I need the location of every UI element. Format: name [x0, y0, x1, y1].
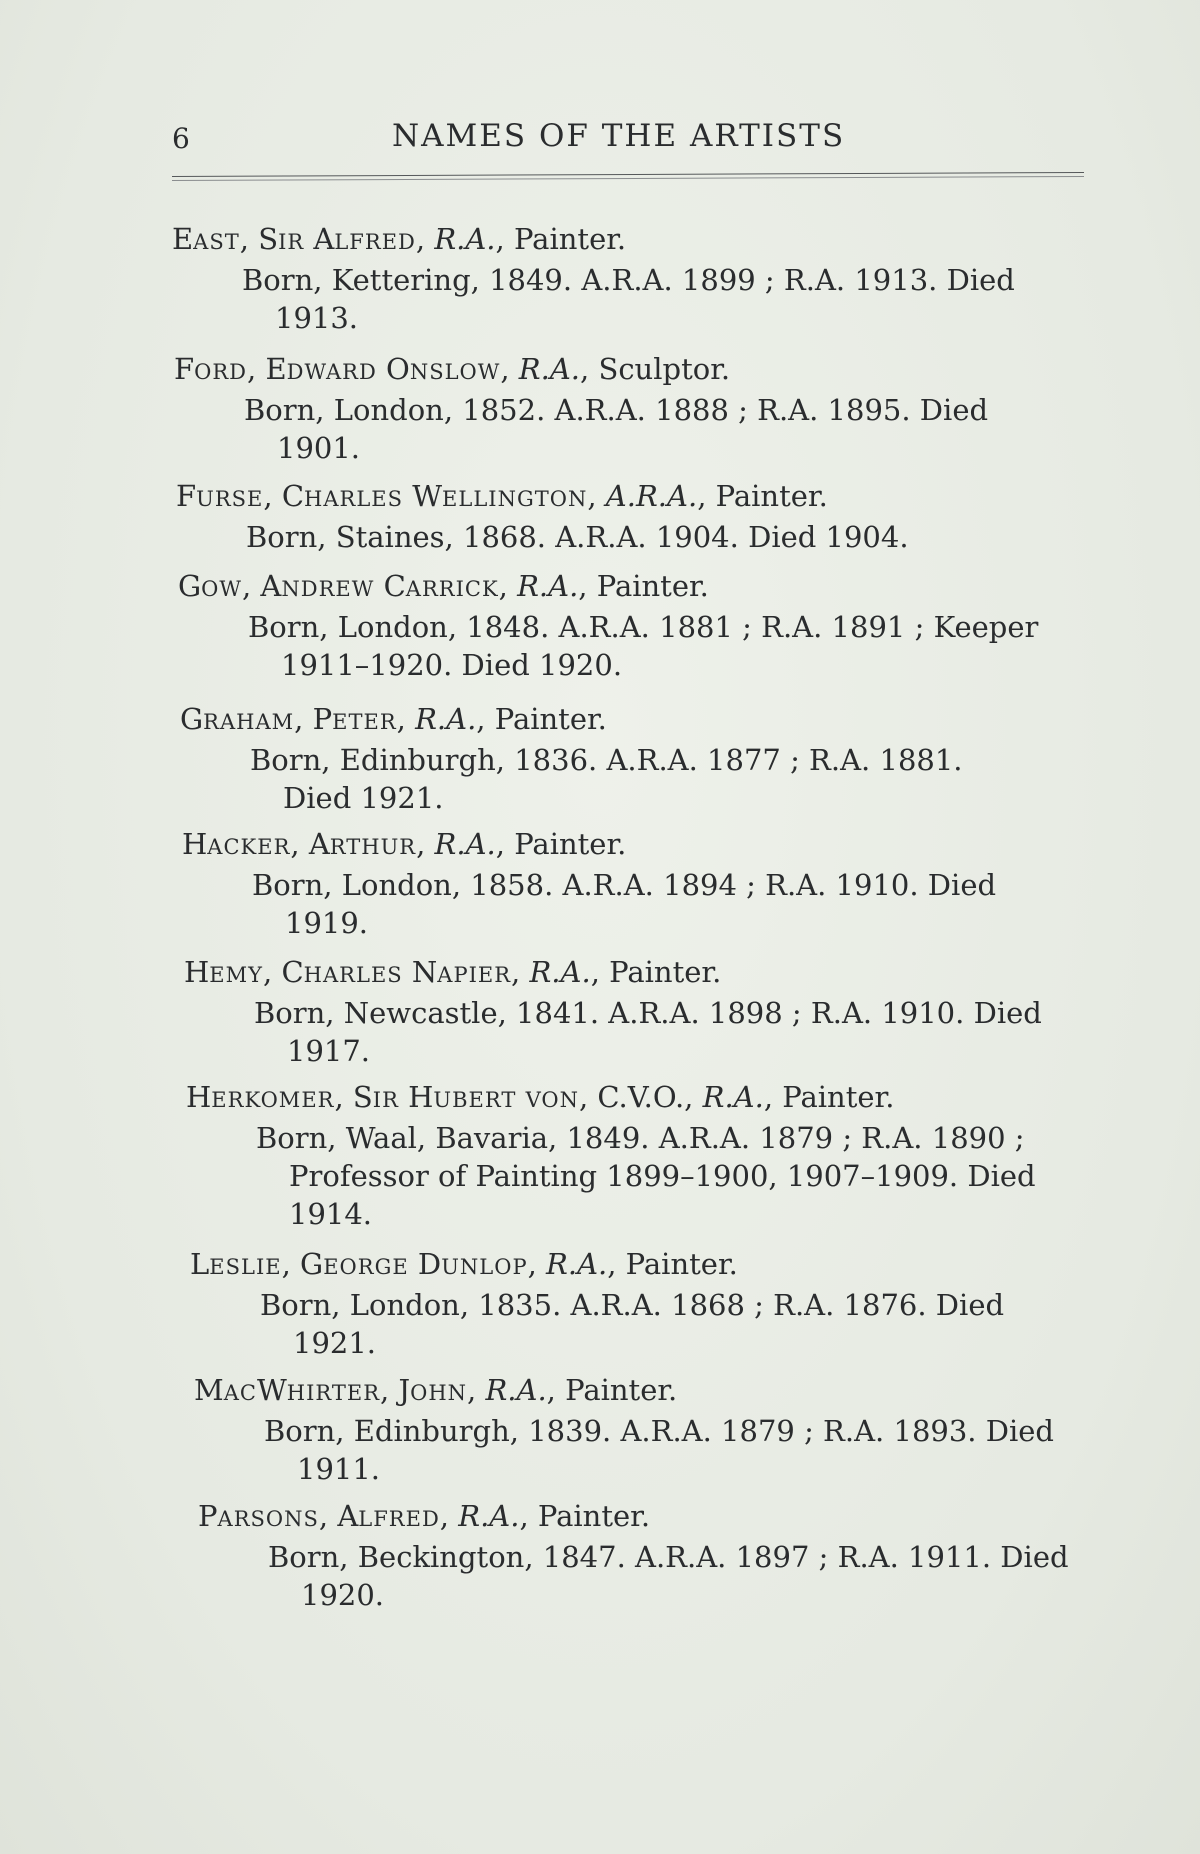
artist-entry-east	[172, 220, 1112, 337]
entry-line-2: 1901.	[277, 431, 361, 465]
entry-surname: FORD	[174, 352, 247, 386]
entry-role: Painter.	[514, 827, 627, 861]
entry-line-1: Born, Waal, Bavaria, 1849. A.R.A. 1879 ; R.A. 1890 ;	[256, 1121, 1025, 1155]
entry-surname: GRAHAM	[180, 702, 295, 736]
entry-honour: C.V.O.,	[597, 1080, 694, 1114]
entry-role: Painter.	[625, 1247, 738, 1281]
entry-given-name: ANDREW CARRICK	[260, 569, 499, 603]
entry-surname: LESLIE	[190, 1247, 282, 1281]
entry-heading: GRAHAM, PETER, R.A., Painter.	[180, 702, 607, 736]
entry-line-2: 1913.	[275, 301, 359, 335]
entry-line-1: Born, Beckington, 1847. A.R.A. 1897 ; R.A. 1911. Died	[268, 1540, 1069, 1574]
entry-role: Painter.	[494, 702, 607, 736]
entry-surname: HERKOMER	[186, 1080, 335, 1114]
entry-surname: EAST	[172, 222, 240, 256]
entry-body	[176, 518, 1116, 556]
entry-heading: HACKER, ARTHUR, R.A., Painter.	[182, 827, 627, 861]
entry-surname: FURSE	[176, 479, 264, 513]
entry-role: Painter.	[537, 1499, 651, 1533]
entry-line-3: 1914.	[289, 1197, 373, 1231]
artist-entry-furse	[176, 477, 1116, 556]
entry-heading: LESLIE, GEORGE DUNLOP, R.A., Painter.	[190, 1247, 738, 1281]
entry-role: Painter.	[596, 569, 709, 603]
entry-role: Painter.	[715, 479, 828, 513]
artist-entry-hemy	[184, 953, 1124, 1070]
entry-line-2: 1920.	[301, 1578, 385, 1612]
artist-entry-macwhirter	[194, 1371, 1134, 1488]
entry-line-1: Born, London, 1858. A.R.A. 1894 ; R.A. 1910. Died	[252, 868, 997, 902]
entry-title: R.A.	[415, 702, 477, 736]
entry-body	[174, 391, 1114, 467]
entry-given-name: CHARLES NAPIER	[281, 955, 512, 989]
entry-line-2: 1917.	[287, 1034, 371, 1068]
entry-body	[172, 261, 1112, 337]
artist-entry-graham	[180, 700, 1120, 817]
artist-entry-gow	[178, 567, 1118, 684]
entry-title: R.A.	[518, 352, 581, 386]
entry-body	[178, 608, 1118, 684]
entry-body	[180, 741, 1120, 817]
entry-surname: HACKER	[182, 827, 291, 861]
entry-role: Painter.	[513, 222, 627, 256]
entry-line-2: 1919.	[285, 906, 369, 940]
artist-entry-parsons	[198, 1497, 1138, 1614]
entry-title: A.R.A.	[605, 479, 698, 513]
entry-title: R.A.	[458, 1499, 520, 1533]
entry-line-2: 1911–1920. Died 1920.	[281, 648, 623, 682]
entry-body	[186, 1119, 1126, 1233]
entry-line-2: 1911.	[297, 1452, 381, 1486]
entry-line-1: Born, Newcastle, 1841. A.R.A. 1898 ; R.A. 1910. Died	[254, 996, 1042, 1030]
entry-role: Painter.	[609, 955, 722, 989]
entry-line-1: Born, London, 1848. A.R.A. 1881 ; R.A. 1891 ; Keeper	[248, 610, 1039, 644]
entry-heading: HERKOMER, SIR HUBERT VON, C.V.O., R.A., Painter.	[186, 1080, 895, 1114]
running-title: NAMES OF THE ARTISTS	[392, 118, 846, 154]
entry-given-name: PETER	[312, 702, 397, 736]
entry-line-2: Professor of Painting 1899–1900, 1907–1909. Died	[289, 1159, 1036, 1193]
page-number: 6	[172, 122, 191, 155]
entry-given-name: EDWARD ONSLOW	[265, 352, 501, 386]
entry-given-name: ARTHUR	[308, 827, 417, 861]
entry-heading: EAST, SIR ALFRED, R.A., Painter.	[172, 222, 627, 256]
entry-role: Painter.	[565, 1373, 678, 1407]
entry-given-name: GEORGE DUNLOP	[300, 1247, 528, 1281]
entry-role: Sculptor.	[598, 352, 731, 386]
entry-line-2: 1921.	[293, 1326, 377, 1360]
entry-surname: MACWHIRTER	[194, 1373, 381, 1407]
entry-given-name: SIR HUBERT VON	[352, 1080, 579, 1114]
entry-title: R.A.	[702, 1080, 764, 1114]
entry-line-1: Born, Staines, 1868. A.R.A. 1904. Died 1904.	[246, 520, 909, 554]
entry-role: Painter.	[782, 1080, 895, 1114]
entry-heading: FORD, EDWARD ONSLOW, R.A., Sculptor.	[174, 352, 731, 386]
entry-title: R.A.	[546, 1247, 608, 1281]
entry-title: R.A.	[434, 827, 496, 861]
entry-line-1: Born, London, 1852. A.R.A. 1888 ; R.A. 1895. Died	[244, 393, 989, 427]
artist-entry-herkomer	[186, 1078, 1126, 1233]
entry-title: R.A.	[485, 1373, 547, 1407]
entry-line-2: Died 1921.	[283, 781, 444, 815]
entry-given-name: SIR ALFRED	[258, 222, 416, 256]
entry-surname: HEMY	[184, 955, 264, 989]
entry-heading: MACWHIRTER, JOHN, R.A., Painter.	[194, 1373, 678, 1407]
entry-line-1: Born, Edinburgh, 1839. A.R.A. 1879 ; R.A. 1893. Died	[264, 1414, 1054, 1448]
entry-body	[184, 994, 1124, 1070]
entry-given-name: CHARLES WELLINGTON	[281, 479, 588, 513]
artist-entry-ford	[174, 350, 1114, 467]
entry-given-name: JOHN	[398, 1373, 468, 1407]
entry-title: R.A.	[529, 955, 591, 989]
entry-heading: GOW, ANDREW CARRICK, R.A., Painter.	[178, 569, 709, 603]
artist-entry-leslie	[190, 1245, 1130, 1362]
entry-surname: PARSONS	[198, 1499, 319, 1533]
entry-given-name: ALFRED	[337, 1499, 440, 1533]
entry-surname: GOW	[178, 569, 242, 603]
entry-line-1: Born, Kettering, 1849. A.R.A. 1899 ; R.A. 1913. Died	[242, 263, 1015, 297]
entry-body	[198, 1538, 1138, 1614]
entry-body	[182, 866, 1122, 942]
entry-heading: HEMY, CHARLES NAPIER, R.A., Painter.	[184, 955, 722, 989]
entry-line-1: Born, Edinburgh, 1836. A.R.A. 1877 ; R.A. 1881.	[250, 743, 963, 777]
entry-title: R.A.	[434, 222, 496, 256]
entry-body	[190, 1286, 1130, 1362]
entry-heading: PARSONS, ALFRED, R.A., Painter.	[198, 1499, 651, 1533]
entry-body	[194, 1412, 1134, 1488]
entry-heading: FURSE, CHARLES WELLINGTON, A.R.A., Painter.	[176, 479, 828, 513]
entry-title: R.A.	[517, 569, 579, 603]
entry-line-1: Born, London, 1835. A.R.A. 1868 ; R.A. 1876. Died	[260, 1288, 1005, 1322]
artist-entry-hacker	[182, 825, 1122, 942]
